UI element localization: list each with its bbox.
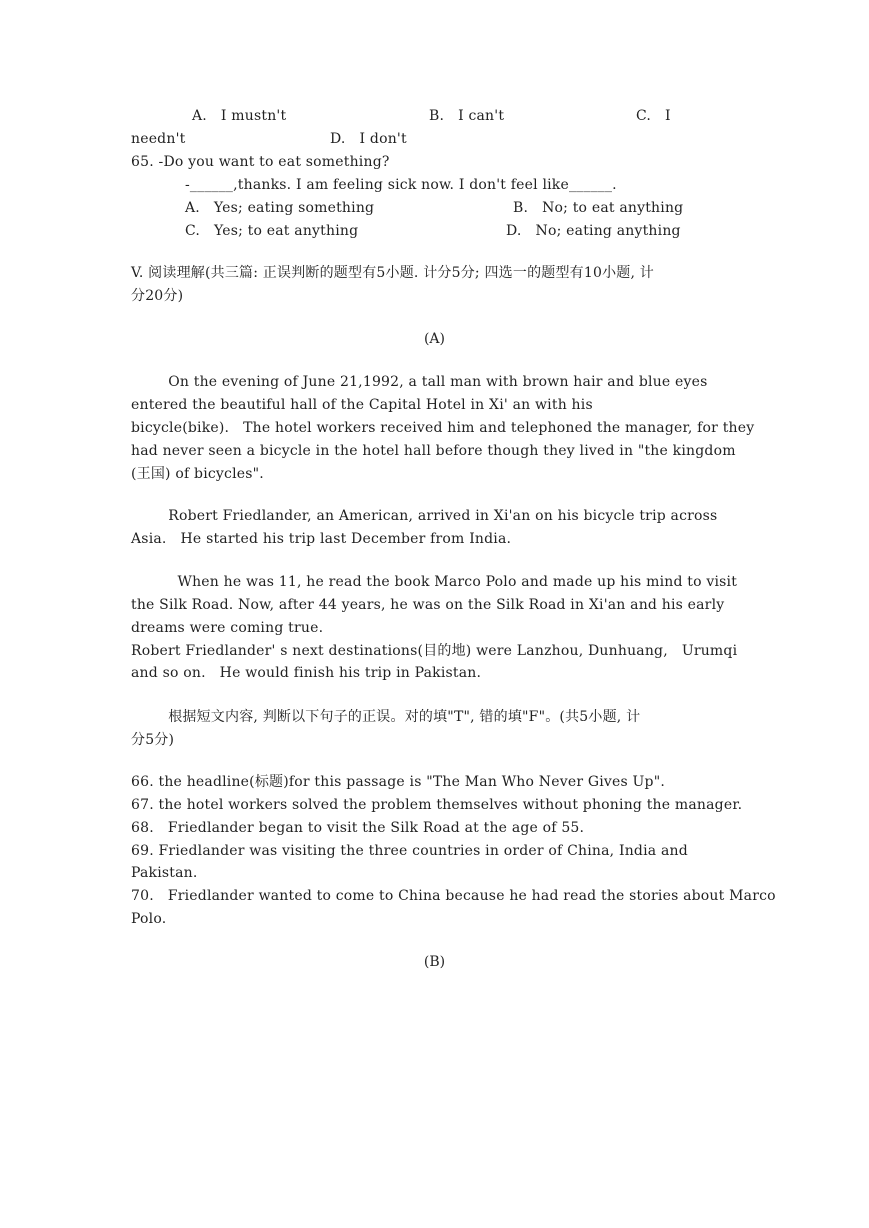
passage-line: Robert Friedlander, an American, arrived in Xi'an on his bicycle trip across <box>131 508 718 524</box>
passage-line: On the evening of June 21,1992, a tall man with brown hair and blue eyes <box>131 374 708 390</box>
statement-69: 69. Friedlander was visiting the three countries in order of China, India and <box>131 843 688 859</box>
q64-option-b: B. I can't <box>429 108 505 124</box>
q65-prompt: -______,thanks. I am feeling sick now. I don't feel like______. <box>185 177 617 193</box>
passage-line: bicycle(bike). The hotel workers received him and telephoned the manager, for they <box>131 420 755 436</box>
q64-option-c-cont: needn't <box>131 131 186 147</box>
q65-option-b: B. No; to eat anything <box>513 200 684 216</box>
passage-line: dreams were coming true. <box>131 620 324 636</box>
passage-line: Robert Friedlander' s next destinations(目的地) were Lanzhou, Dunhuang, Urumqi <box>131 643 738 659</box>
statement-68: 68. Friedlander began to visit the Silk Road at the age of 55. <box>131 820 585 836</box>
passage-line: (王国) of bicycles". <box>131 466 264 482</box>
passage-line: When he was 11, he read the book Marco Polo and made up his mind to visit <box>131 574 738 590</box>
passage-line: and so on. He would finish his trip in Pakistan. <box>131 665 482 681</box>
section-heading-cont: 分20分) <box>131 288 184 304</box>
statement-70: 70. Friedlander wanted to come to China because he had read the stories about Marco <box>131 888 776 904</box>
passage-b-label: (B) <box>423 954 446 970</box>
q64-option-d: D. I don't <box>330 131 407 147</box>
section-heading: V. 阅读理解(共三篇: 正误判断的题型有5小题. 计分5分; 四选一的题型有10小题, 计 <box>131 265 654 281</box>
q65-option-a: A. Yes; eating something <box>185 200 375 216</box>
passage-line: Asia. He started his trip last December from India. <box>131 531 512 547</box>
instruction-cont: 分5分) <box>131 732 175 748</box>
q64-option-a: A. I mustn't <box>192 108 287 124</box>
passage-a-label: (A) <box>423 331 446 347</box>
statement-69-cont: Pakistan. <box>131 865 198 881</box>
passage-line: had never seen a bicycle in the hotel hall before though they lived in "the kingdom <box>131 443 736 459</box>
statement-66: 66. the headline(标题)for this passage is "The Man Who Never Gives Up". <box>131 774 666 790</box>
q65-option-c: C. Yes; to eat anything <box>185 223 359 239</box>
passage-line: entered the beautiful hall of the Capital Hotel in Xi' an with his <box>131 397 593 413</box>
instruction: 根据短文内容, 判断以下句子的正误。对的填"T", 错的填"F"。(共5小题, 计 <box>131 709 641 725</box>
passage-line: the Silk Road. Now, after 44 years, he was on the Silk Road in Xi'an and his early <box>131 597 725 613</box>
q65-option-d: D. No; eating anything <box>506 223 681 239</box>
q65-question: 65. -Do you want to eat something? <box>131 154 390 170</box>
statement-70-cont: Polo. <box>131 911 167 927</box>
statement-67: 67. the hotel workers solved the problem themselves without phoning the manager. <box>131 797 743 813</box>
q64-option-c: C. I <box>636 108 671 124</box>
